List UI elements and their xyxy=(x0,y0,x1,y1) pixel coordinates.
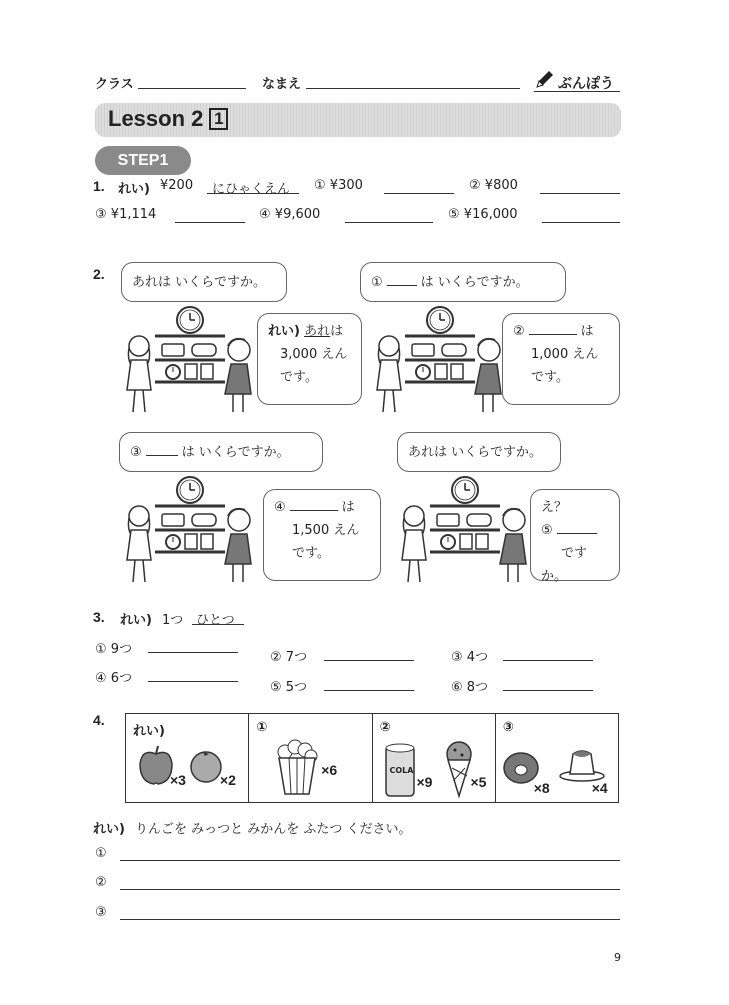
q3-example-line xyxy=(192,624,244,625)
q1-number: 1. xyxy=(93,178,105,194)
step-badge: STEP1 xyxy=(95,146,191,175)
bubble-answer-3: ④ は 1,500 えん です。 xyxy=(263,489,381,581)
q4-cell-label: れい) xyxy=(133,724,165,739)
bubble-question-1: あれは いくらですか。 xyxy=(121,262,287,302)
q1-answer-4[interactable] xyxy=(345,222,433,223)
q4-answer-line-2[interactable] xyxy=(120,889,620,890)
q4-mult: ×5 xyxy=(470,774,487,790)
q3-item-6: ⑥ 8つ xyxy=(451,680,489,695)
page-number: 9 xyxy=(614,951,621,964)
q4-example-label: れい) xyxy=(93,822,125,837)
cola-label: COLA xyxy=(389,766,414,775)
class-field[interactable] xyxy=(138,88,246,89)
q4-cell-label: ③ xyxy=(502,720,514,735)
lesson-title: Lesson 2 1 xyxy=(108,106,228,132)
q4-answer-line-3[interactable] xyxy=(120,919,620,920)
bubble-example-answer: れい) あれは 3,000 えん です。 xyxy=(257,313,362,405)
popcorn-icon xyxy=(273,738,321,798)
q1-answer-5[interactable] xyxy=(542,222,620,223)
shop-scene-4 xyxy=(400,472,535,584)
q4-example-sentence: りんごを みっつと みかんを ふたつ ください。 xyxy=(135,822,412,837)
q3-example-count: 1つ xyxy=(162,613,184,628)
category-label: ぶんぽう xyxy=(558,76,614,92)
ice-cream-icon xyxy=(443,740,475,800)
q3-item-2: ② 7つ xyxy=(270,650,308,665)
q1-item-2: ② ¥800 xyxy=(469,178,518,193)
bubble-question-2: ① は いくらですか。 xyxy=(360,262,566,302)
q4-line-label-3: ③ xyxy=(95,905,107,920)
q3-answer-2[interactable] xyxy=(324,660,414,661)
q4-mult: ×2 xyxy=(220,772,236,788)
q1-item-4: ④ ¥9,600 xyxy=(259,207,321,222)
name-field[interactable] xyxy=(306,88,520,89)
lesson-number: 1 xyxy=(209,108,228,130)
q1-answer-1[interactable] xyxy=(384,193,454,194)
q3-answer-1[interactable] xyxy=(148,652,238,653)
orange-icon xyxy=(188,748,224,784)
q1-example-answer: にひゃくえん xyxy=(212,182,291,197)
q1-item-3: ③ ¥1,114 xyxy=(95,207,157,222)
q4-cell-3 xyxy=(496,714,618,802)
q3-item-5: ⑤ 5つ xyxy=(270,680,308,695)
q3-number: 3. xyxy=(93,609,105,625)
q3-example-label: れい) xyxy=(120,613,152,628)
q4-mult: ×3 xyxy=(170,772,186,788)
q1-item-5: ⑤ ¥16,000 xyxy=(448,207,518,222)
q1-example-line xyxy=(207,193,299,194)
q3-item-1: ① 9つ xyxy=(95,642,133,657)
q4-cell-2 xyxy=(373,714,496,802)
category-underline xyxy=(534,91,620,92)
q4-mult: ×9 xyxy=(416,774,433,790)
shop-scene-3 xyxy=(125,472,260,584)
q4-number: 4. xyxy=(93,712,105,728)
q2-number: 2. xyxy=(93,266,105,282)
q4-mult: ×6 xyxy=(321,762,338,778)
q3-answer-5[interactable] xyxy=(324,690,414,691)
q4-cell-label: ① xyxy=(256,720,268,735)
q4-answer-line-1[interactable] xyxy=(120,860,620,861)
q1-example-price: ¥200 xyxy=(160,178,194,193)
q4-mult: ×8 xyxy=(533,780,550,796)
q4-picture-table xyxy=(125,713,619,803)
q3-answer-4[interactable] xyxy=(148,681,238,682)
q4-line-label-2: ② xyxy=(95,875,107,890)
class-label: クラス xyxy=(95,77,134,92)
q4-line-label-1: ① xyxy=(95,846,107,861)
q4-cell-1 xyxy=(249,714,372,802)
bubble-answer-2: ② は 1,000 えん です。 xyxy=(502,313,620,405)
q3-answer-6[interactable] xyxy=(503,690,593,691)
q1-item-1: ① ¥300 xyxy=(314,178,363,193)
q1-example-label: れい) xyxy=(118,182,150,197)
q4-mult: ×4 xyxy=(591,780,608,796)
q4-cell-example xyxy=(126,714,249,802)
q3-answer-3[interactable] xyxy=(503,660,593,661)
bubble-question-3: ③ は いくらですか。 xyxy=(119,432,323,472)
bubble-answer-4: え？ ⑤ ですか。 xyxy=(530,489,620,581)
bubble-question-4: あれは いくらですか。 xyxy=(397,432,561,472)
pudding-icon xyxy=(558,746,606,782)
shop-scene-1 xyxy=(125,302,260,414)
q3-example-answer: ひとつ xyxy=(196,613,235,628)
q3-item-4: ④ 6つ xyxy=(95,671,133,686)
q4-cell-label: ② xyxy=(379,720,391,735)
shop-scene-2 xyxy=(375,302,510,414)
q3-item-3: ③ 4つ xyxy=(451,650,489,665)
name-label: なまえ xyxy=(262,77,302,92)
q1-answer-2[interactable] xyxy=(540,193,620,194)
q1-answer-3[interactable] xyxy=(175,222,245,223)
